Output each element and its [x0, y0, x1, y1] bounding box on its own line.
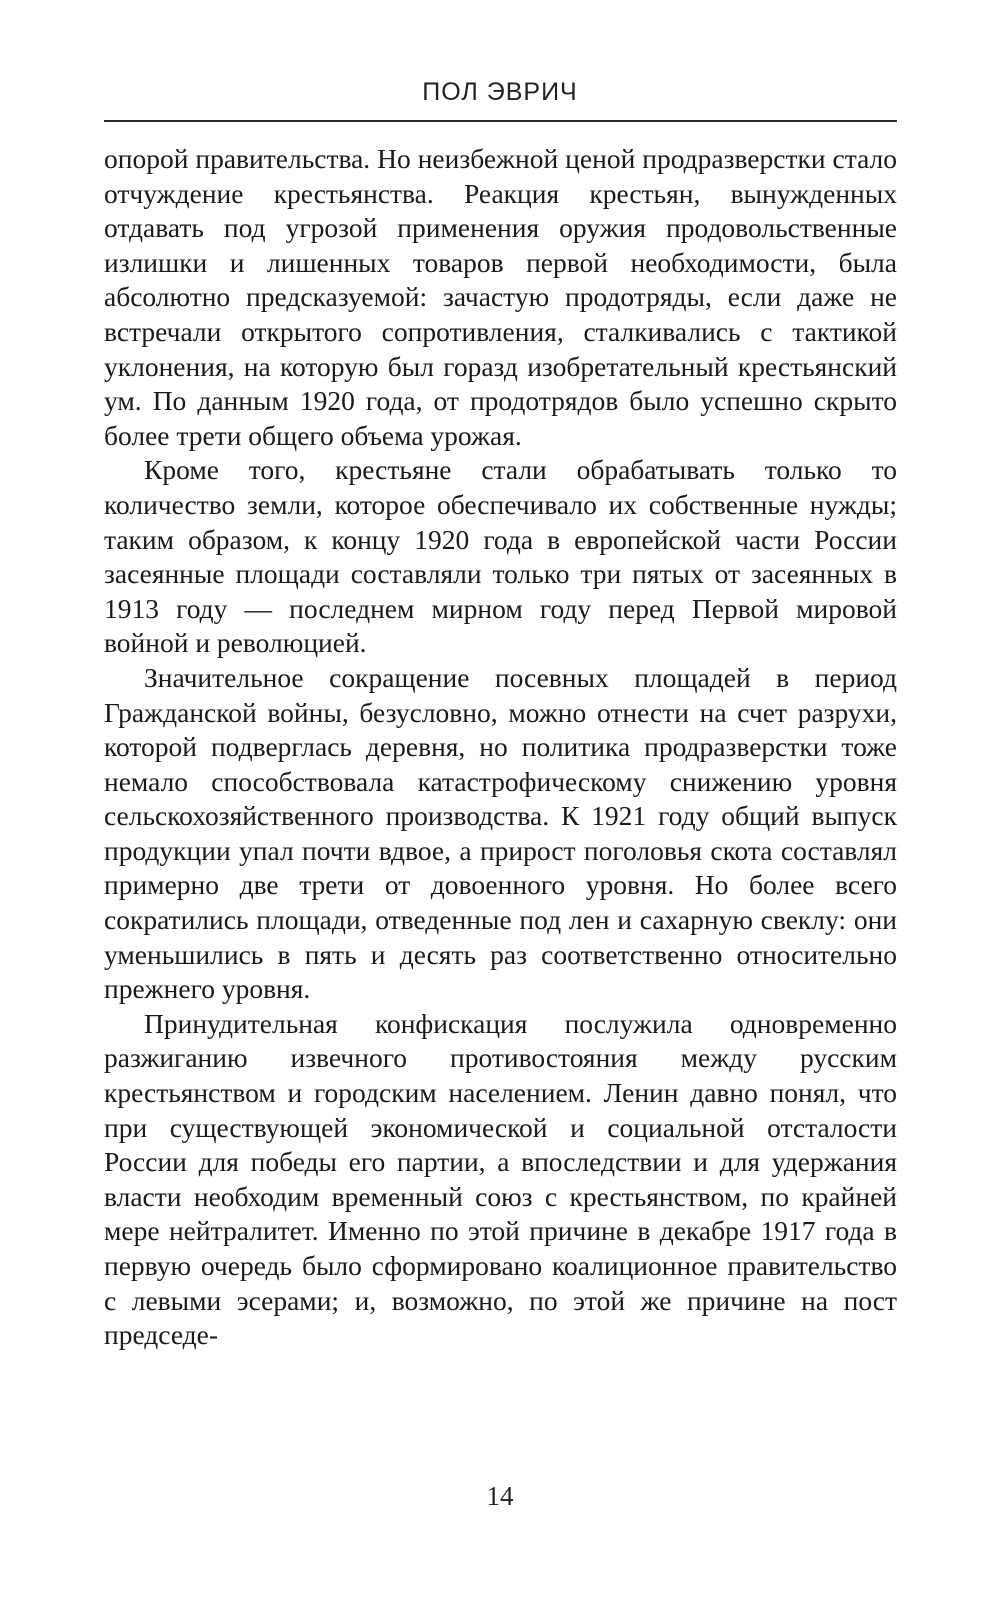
paragraph: Кроме того, крестьяне стали обрабатывать только то количество земли, которое обеспечивало их собственные нужды; таким образом, к концу 1920 года в европейской части России засеянные площади составляли только три пятых от засеянных в 1913 году — последнем мирном году перед Первой мировой войной и революцией. [104, 454, 897, 659]
page-body [104, 142, 897, 1353]
running-title: ПОЛ ЭВРИЧ [422, 78, 578, 106]
paragraph: Значительное сокращение посевных площадей в период Гражданской войны, безусловно, можно отнести на счет разрухи, которой подверглась деревня, но политика продразверстки тоже немало способствовала катастрофическому снижению уровня сельскохозяйственного производства. К 1921 году общий выпуск продукции упал почти вдвое, а прирост поголовья скота составлял примерно две трети от довоенного уровня. Но более всего сократились площади, отведенные под лен и сахарную свеклу: они уменьшились в пять и десять раз соответственно относительно прежнего уровня. [104, 661, 897, 1005]
page-number: 14 [486, 1481, 514, 1511]
paragraph-continued: опорой правительства. Но неизбежной ценой продразверстки стало отчуждение крестьянства. Реакция крестьян, вынужденных отдавать под угрозой применения оружия продовольственные излишки и лишенных товаров первой необходимости, была абсолютно предсказуемой: зачастую продотряды, если даже не встречали открытого сопротивления, сталкивались с тактикой уклонения, на которую был горазд изобретательный крестьянский ум. По данным 1920 года, от продотрядов было успешно скрыто более трети общего объема урожая. [104, 143, 897, 451]
header-rule [104, 120, 897, 122]
paragraph: Принудительная конфискация послужила одновременно разжиганию извечного противостояния между русским крестьянством и городским населением. Ленин давно понял, что при существующей экономической и социальной отсталости России для победы его партии, а впоследствии и для удержания власти необходим временный союз с крестьянством, по крайней мере нейтралитет. Именно по этой причине в декабре 1917 года в первую очередь было сформировано коалиционное правительство с левыми эсерами; и, возможно, по этой же причине на пост председе- [104, 1007, 897, 1351]
